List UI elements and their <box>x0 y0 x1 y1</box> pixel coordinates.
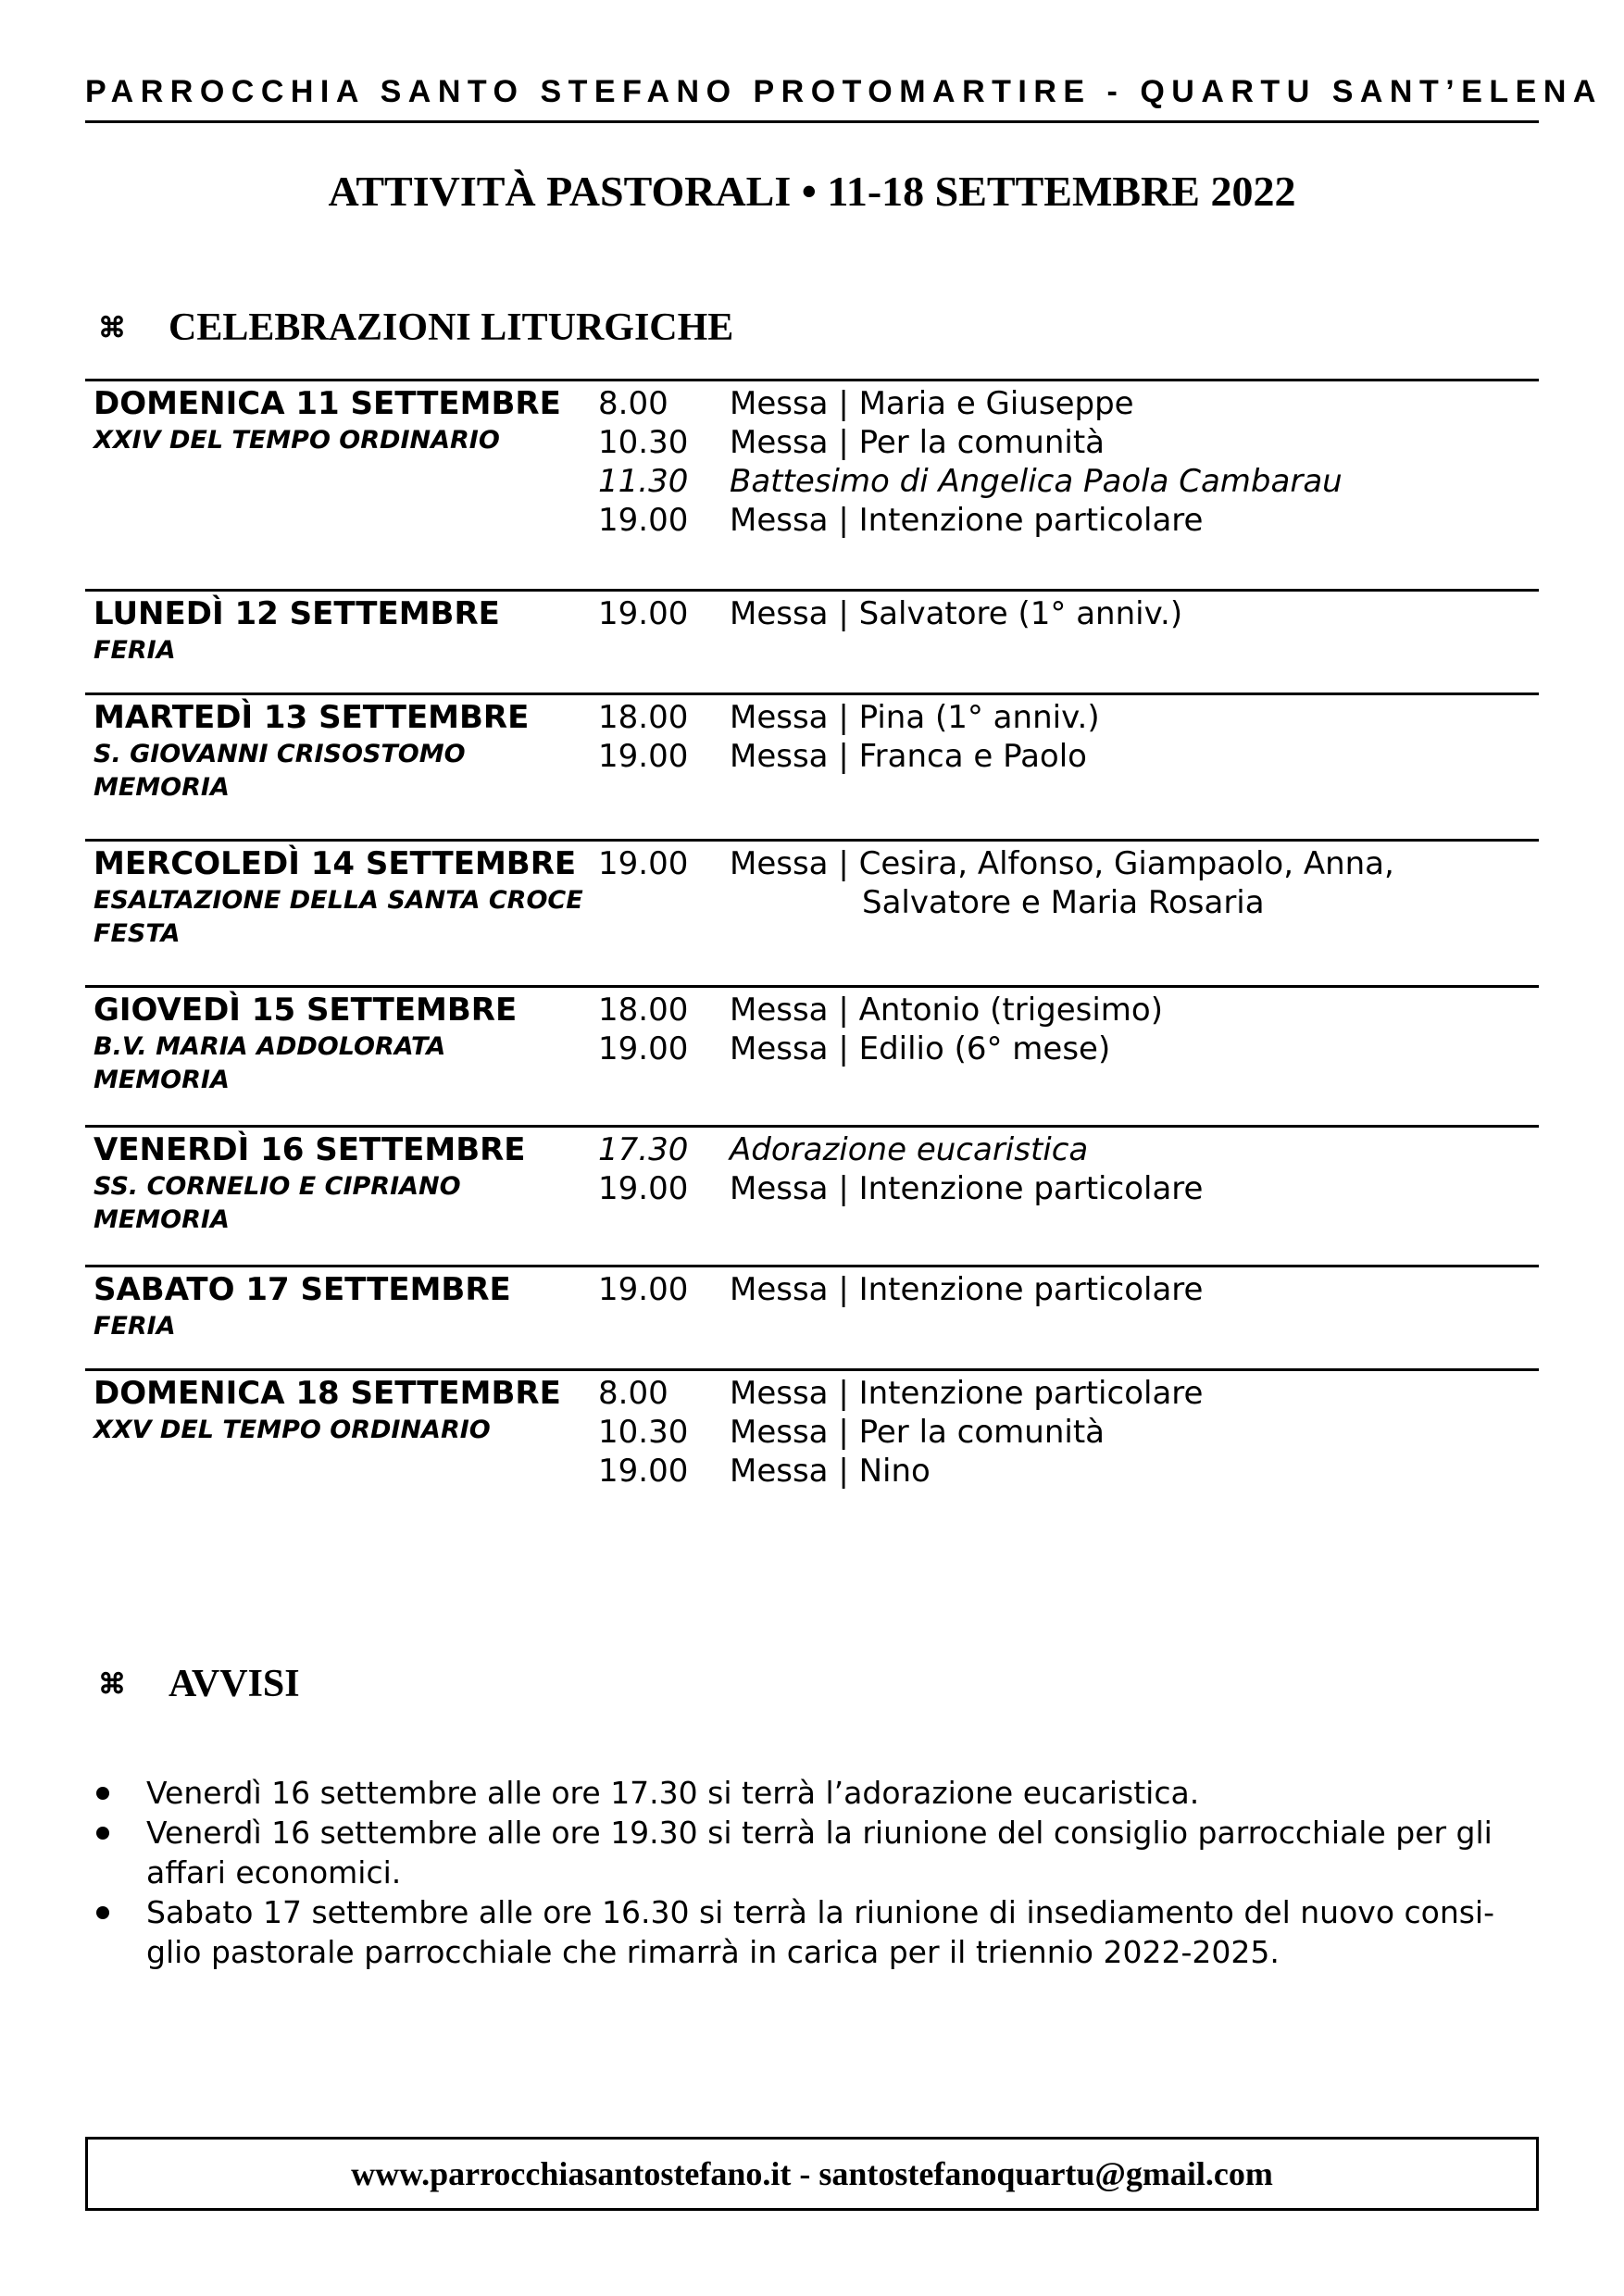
day-name: MERCOLEDÌ 14 SETTEMBRE <box>94 845 577 882</box>
event-desc: Messa | Per la comunità <box>730 1414 1105 1451</box>
event-desc: Messa | Intenzione particolare <box>730 1170 1204 1207</box>
day-subtitle-line: FERIA <box>94 1312 176 1341</box>
avvisi-list <box>93 1773 1537 1972</box>
day-subtitle <box>94 1414 575 1447</box>
avviso-item <box>93 1813 1537 1892</box>
event-time: 19.00 <box>598 1453 689 1490</box>
event-time: 19.00 <box>598 595 689 632</box>
event-time: 8.00 <box>598 385 668 422</box>
day-block <box>85 379 1539 592</box>
day-subtitle <box>94 1170 575 1237</box>
day-subtitle <box>94 1310 575 1343</box>
day-subtitle <box>94 634 575 668</box>
day-name: DOMENICA 18 SETTEMBRE <box>94 1375 561 1412</box>
page-title: ATTIVITÀ PASTORALI • 11-18 SETTEMBRE 2022 <box>328 168 1296 215</box>
day-subtitle <box>94 424 575 457</box>
section-celebrazioni-title <box>98 306 733 350</box>
event-time: 19.00 <box>598 738 689 775</box>
event-time: 8.00 <box>598 1375 668 1412</box>
day-name: LUNEDÌ 12 SETTEMBRE <box>94 595 500 632</box>
avviso-line: Sabato 17 settembre alle ore 16.30 si terrà la riunione di insediamento del nuovo consi- <box>146 1894 1495 1930</box>
day-subtitle-line: MEMORIA <box>94 773 230 802</box>
avviso-line: Venerdì 16 settembre alle ore 17.30 si terrà l’adorazione eucaristica. <box>146 1775 1200 1811</box>
event-desc: Messa | Pina (1° anniv.) <box>730 699 1100 736</box>
section-bullet-icon: ⌘ <box>98 1669 126 1700</box>
day-block <box>85 1265 1539 1371</box>
event-time: 19.00 <box>598 1030 689 1067</box>
day-block <box>85 693 1539 842</box>
day-block <box>85 985 1539 1128</box>
avviso-item <box>93 1892 1537 1972</box>
avviso-line: affari economici. <box>146 1854 402 1890</box>
event-desc: Messa | Intenzione particolare <box>730 1271 1204 1308</box>
section-avvisi-title <box>98 1662 300 1706</box>
event-time: 10.30 <box>598 1414 689 1451</box>
event-time: 17.30 <box>598 1131 689 1168</box>
day-name: GIOVEDÌ 15 SETTEMBRE <box>94 992 518 1029</box>
event-desc-continued: Salvatore e Maria Rosaria <box>862 884 1265 921</box>
day-subtitle-line: MEMORIA <box>94 1205 230 1234</box>
day-block <box>85 589 1539 695</box>
day-name: MARTEDÌ 13 SETTEMBRE <box>94 699 530 736</box>
day-subtitle-line: XXV DEL TEMPO ORDINARIO <box>94 1416 491 1444</box>
event-time: 19.00 <box>598 845 689 882</box>
day-subtitle <box>94 738 575 805</box>
day-subtitle-line: S. GIOVANNI CRISOSTOMO <box>94 740 466 768</box>
event-desc: Messa | Nino <box>730 1453 931 1490</box>
event-time: 19.00 <box>598 502 689 539</box>
event-time: 19.00 <box>598 1170 689 1207</box>
section-bullet-icon: ⌘ <box>98 313 126 343</box>
section-label: AVVISI <box>169 1663 300 1705</box>
day-name: SABATO 17 SETTEMBRE <box>94 1271 511 1308</box>
event-desc: Messa | Cesira, Alfonso, Giampaolo, Anna, <box>730 845 1394 882</box>
footer-contacts: www.parrocchiasantostefano.it - santostefanoquartu@gmail.com <box>351 2155 1273 2192</box>
day-subtitle <box>94 884 583 951</box>
event-desc: Messa | Edilio (6° mese) <box>730 1030 1111 1067</box>
event-time: 18.00 <box>598 992 689 1029</box>
avviso-line: Venerdì 16 settembre alle ore 19.30 si terrà la riunione del consiglio parrocchiale per gli <box>146 1815 1493 1851</box>
event-desc: Messa | Maria e Giuseppe <box>730 385 1134 422</box>
event-desc: Messa | Intenzione particolare <box>730 502 1204 539</box>
event-time: 11.30 <box>598 463 689 500</box>
day-subtitle-line: FESTA <box>94 919 181 948</box>
avviso-item <box>93 1773 1537 1813</box>
footer-contact-box <box>85 2137 1539 2211</box>
event-time: 10.30 <box>598 424 689 461</box>
day-block <box>85 1368 1539 1510</box>
day-subtitle <box>94 1030 575 1097</box>
event-desc: Messa | Salvatore (1° anniv.) <box>730 595 1183 632</box>
event-desc: Messa | Per la comunità <box>730 424 1105 461</box>
day-name: DOMENICA 11 SETTEMBRE <box>94 385 561 422</box>
event-desc: Adorazione eucaristica <box>730 1131 1089 1168</box>
avviso-line: glio pastorale parrocchiale che rimarrà in carica per il triennio 2022-2025. <box>146 1934 1280 1970</box>
event-desc: Messa | Franca e Paolo <box>730 738 1087 775</box>
event-desc: Battesimo di Angelica Paola Cambarau <box>730 463 1343 500</box>
day-subtitle-line: ESALTAZIONE DELLA SANTA CROCE <box>94 886 583 915</box>
day-subtitle-line: XXIV DEL TEMPO ORDINARIO <box>94 426 500 455</box>
day-block <box>85 839 1539 988</box>
header-rule <box>85 120 1539 123</box>
section-label: CELEBRAZIONI LITURGICHE <box>169 306 734 349</box>
event-time: 18.00 <box>598 699 689 736</box>
day-subtitle-line: B.V. MARIA ADDOLORATA <box>94 1032 446 1061</box>
day-subtitle-line: FERIA <box>94 636 176 665</box>
parish-header: PARROCCHIA SANTO STEFANO PROTOMARTIRE - QUARTU SANT’ELENA <box>85 74 1603 109</box>
event-desc: Messa | Antonio (trigesimo) <box>730 992 1163 1029</box>
day-subtitle-line: MEMORIA <box>94 1066 230 1094</box>
event-time: 19.00 <box>598 1271 689 1308</box>
day-name: VENERDÌ 16 SETTEMBRE <box>94 1131 526 1168</box>
event-desc: Messa | Intenzione particolare <box>730 1375 1204 1412</box>
day-subtitle-line: SS. CORNELIO E CIPRIANO <box>94 1172 461 1201</box>
day-block <box>85 1125 1539 1267</box>
